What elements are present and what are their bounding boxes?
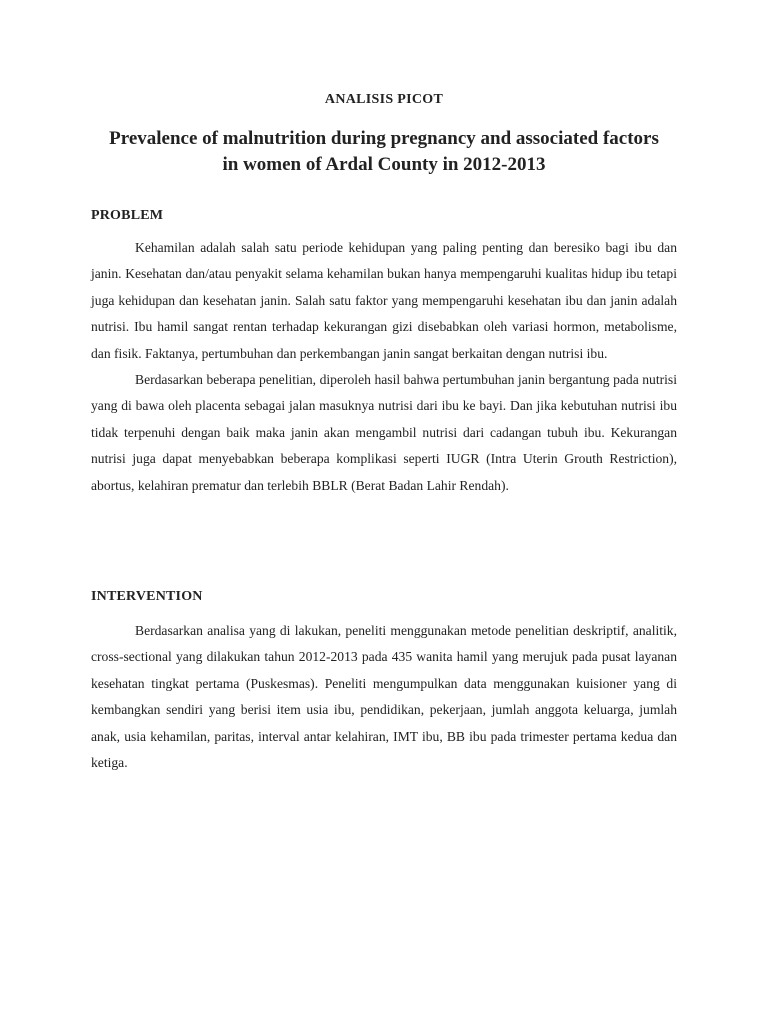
intervention-paragraph-1: Berdasarkan analisa yang di lakukan, peneliti menggunakan metode penelitian deskriptif, analitik, cross-sectional yang dilakukan tahun 2012-2013 pada 435 wanita hamil yang merujuk pada pusat layanan kesehatan tingkat pertama (Puskesmas). Peneliti mengumpulkan data menggunakan kuisioner yang di kembangkan sendiri yang berisi item usia ibu, pendidikan, pekerjaan, jumlah anggota keluarga, jumlah anak, usia kehamilan, paritas, interval antar kelahiran, IMT ibu, BB ibu pada trimester pertama kedua dan ketiga.: [91, 623, 677, 771]
problem-section: [91, 235, 677, 499]
problem-paragraph-1: Kehamilan adalah salah satu periode kehidupan yang paling penting dan beresiko bagi ibu dan janin. Kesehatan dan/atau penyakit selama kehamilan bukan hanya mempengaruhi kualitas hidup ibu tetapi juga kehidupan dan kesehatan janin. Salah satu faktor yang mempengaruhi kesehatan ibu dan janin adalah nutrisi. Ibu hamil sangat rentan terhadap kekurangan gizi disebabkan oleh variasi hormon, metabolisme, dan fisik. Faktanya, pertumbuhan dan perkembangan janin sangat berkaitan dengan nutrisi ibu.: [91, 240, 677, 361]
title-line-1: Prevalence of malnutrition during pregnancy and associated factors: [109, 128, 659, 149]
problem-heading: PROBLEM: [91, 208, 164, 223]
intervention-section: [91, 618, 677, 776]
problem-paragraph-2: Berdasarkan beberapa penelitian, diperoleh hasil bahwa pertumbuhan janin bergantung pada nutrisi yang di bawa oleh placenta sebagai jalan masuknya nutrisi dari ibu ke bayi. Dan jika kebutuhan nutrisi ibu tidak terpenuhi dengan baik maka janin akan mengambil nutrisi dari cadangan tubuh ibu. Kekurangan nutrisi juga dapat menyebabkan beberapa komplikasi seperti IUGR (Intra Uterin Grouth Restriction), abortus, kelahiran prematur dan terlebih BBLR (Berat Badan Lahir Rendah).: [91, 372, 677, 493]
document-title: [70, 126, 698, 178]
intervention-heading: INTERVENTION: [91, 589, 203, 604]
document-label: ANALISIS PICOT: [324, 92, 444, 107]
title-line-2: in women of Ardal County in 2012-2013: [222, 154, 546, 175]
